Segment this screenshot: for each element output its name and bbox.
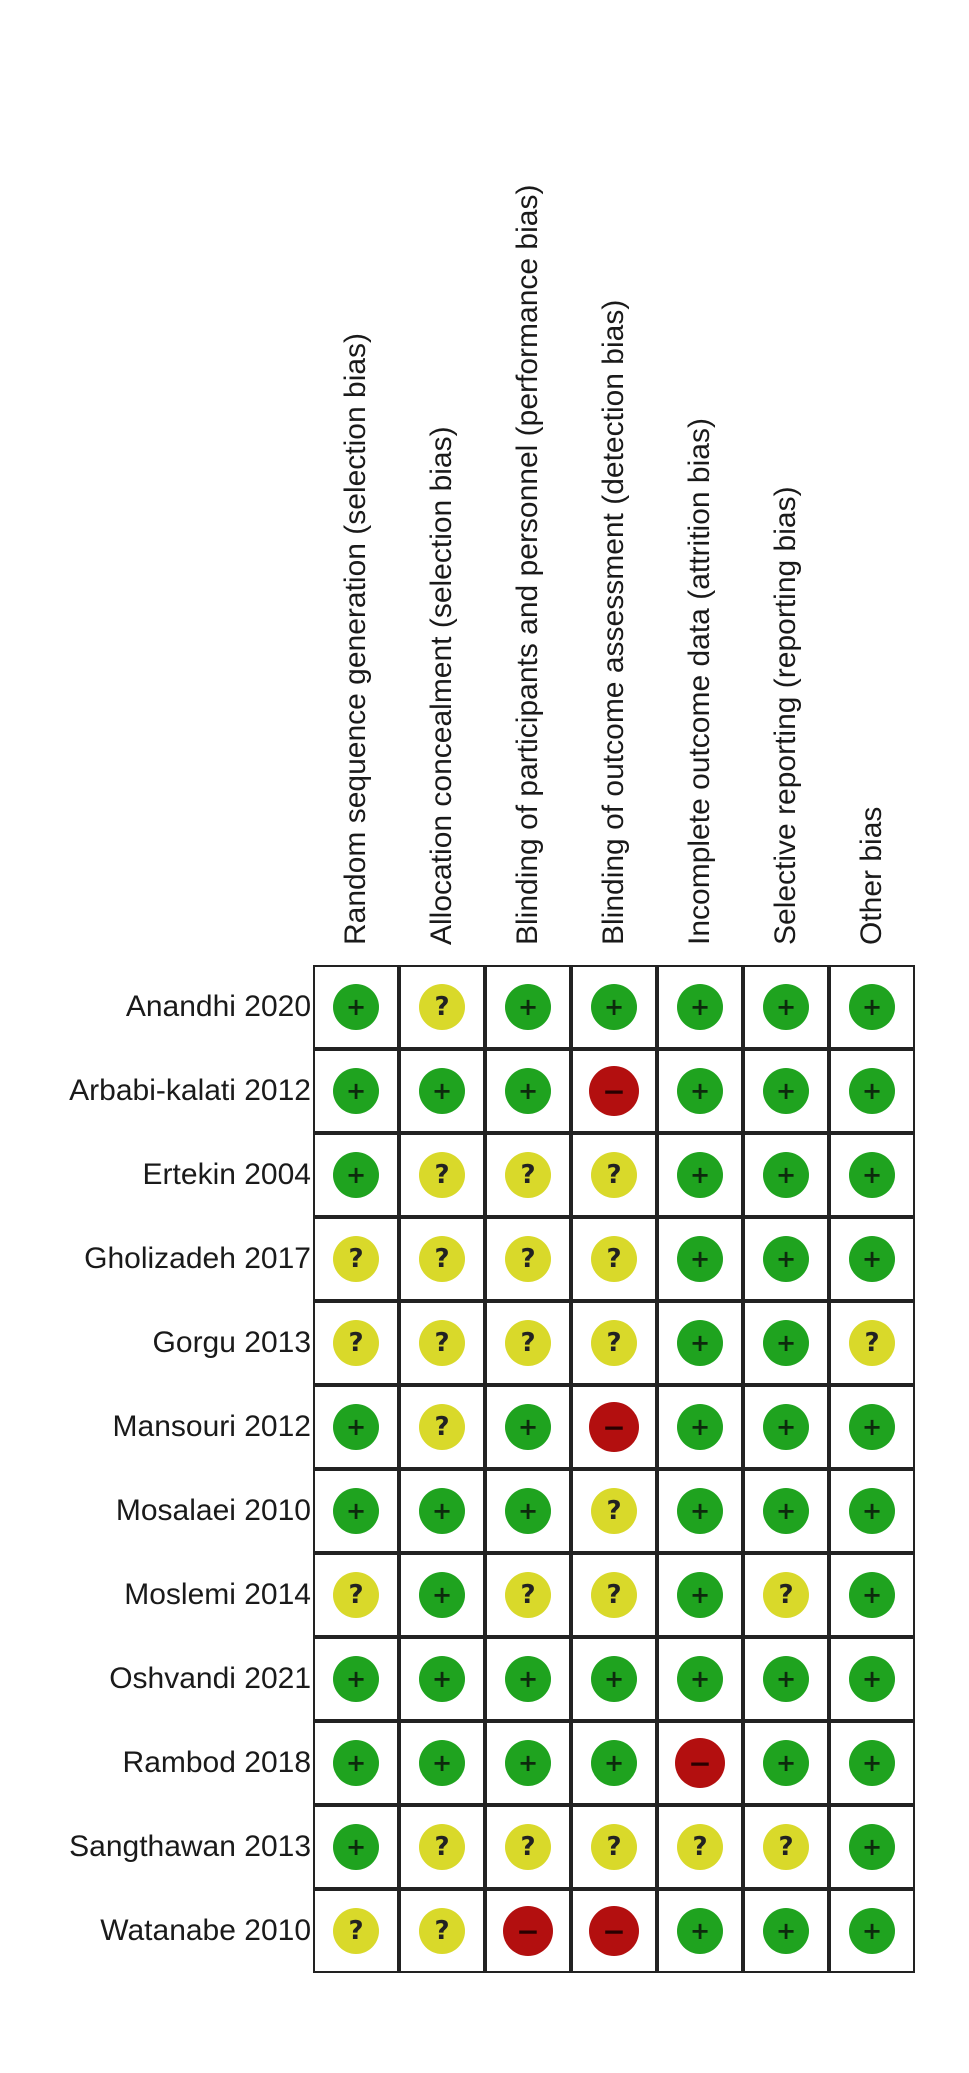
study-label: Mansouri 2012 <box>112 1410 311 1443</box>
rating-cell <box>485 1301 571 1385</box>
low-risk-icon: + <box>849 1068 895 1114</box>
rating-cell <box>485 1805 571 1889</box>
unclear-risk-icon: ? <box>333 1320 379 1366</box>
low-risk-icon: + <box>419 1572 465 1618</box>
study-label: Arbabi-kalati 2012 <box>69 1074 311 1107</box>
rating-cell <box>657 1721 743 1805</box>
study-label: Mosalaei 2010 <box>115 1494 311 1527</box>
rating-cell <box>829 1469 915 1553</box>
rating-cell <box>313 1049 399 1133</box>
low-risk-icon: + <box>505 1488 551 1534</box>
rating-cell <box>743 1217 829 1301</box>
rating-cell <box>313 1889 399 1973</box>
rating-cell <box>485 1469 571 1553</box>
low-risk-icon: + <box>763 1320 809 1366</box>
rating-cell <box>571 1385 657 1469</box>
rating-cell <box>571 1805 657 1889</box>
unclear-risk-icon: ? <box>419 1404 465 1450</box>
rating-cell <box>399 1637 485 1721</box>
rating-cell <box>313 1385 399 1469</box>
unclear-risk-icon: ? <box>591 1572 637 1618</box>
unclear-risk-icon: ? <box>763 1572 809 1618</box>
rating-cell <box>571 1469 657 1553</box>
low-risk-icon: + <box>591 984 637 1030</box>
rating-cell <box>485 1553 571 1637</box>
study-label: Sangthawan 2013 <box>69 1830 311 1863</box>
study-label: Watanabe 2010 <box>100 1914 311 1947</box>
unclear-risk-icon: ? <box>505 1572 551 1618</box>
low-risk-icon: + <box>505 1068 551 1114</box>
low-risk-icon: + <box>763 1740 809 1786</box>
unclear-risk-icon: ? <box>849 1320 895 1366</box>
low-risk-icon: + <box>505 1404 551 1450</box>
rating-cell <box>571 1553 657 1637</box>
rating-cell <box>743 1469 829 1553</box>
column-header-label: Incomplete outcome data (attrition bias) <box>683 418 716 945</box>
rating-cell <box>657 1469 743 1553</box>
low-risk-icon: + <box>849 1236 895 1282</box>
study-label: Oshvandi 2021 <box>109 1662 311 1695</box>
study-label: Gholizadeh 2017 <box>84 1242 311 1275</box>
rating-cell <box>571 1217 657 1301</box>
rating-cell <box>743 1721 829 1805</box>
rating-cell <box>743 1385 829 1469</box>
rating-cell <box>571 1133 657 1217</box>
low-risk-icon: + <box>849 1740 895 1786</box>
low-risk-icon: + <box>849 1404 895 1450</box>
low-risk-icon: + <box>677 1404 723 1450</box>
rating-cell <box>657 1217 743 1301</box>
rating-cell <box>313 1133 399 1217</box>
rating-cell <box>829 1553 915 1637</box>
low-risk-icon: + <box>763 1404 809 1450</box>
column-header <box>485 65 571 945</box>
rating-cell <box>313 1805 399 1889</box>
rating-cell <box>399 1889 485 1973</box>
rating-cell <box>399 1721 485 1805</box>
rating-cell <box>829 1133 915 1217</box>
rating-cell <box>399 1133 485 1217</box>
low-risk-icon: + <box>677 984 723 1030</box>
low-risk-icon: + <box>763 984 809 1030</box>
rating-cell <box>743 965 829 1049</box>
low-risk-icon: + <box>505 1656 551 1702</box>
low-risk-icon: + <box>849 1152 895 1198</box>
high-risk-icon: − <box>589 1066 639 1116</box>
unclear-risk-icon: ? <box>505 1320 551 1366</box>
rating-cell <box>485 1385 571 1469</box>
rating-cell <box>313 1469 399 1553</box>
low-risk-icon: + <box>677 1068 723 1114</box>
rating-cell <box>829 1721 915 1805</box>
low-risk-icon: + <box>333 1068 379 1114</box>
rating-cell <box>571 1889 657 1973</box>
rating-cell <box>743 1049 829 1133</box>
rating-cell <box>313 1721 399 1805</box>
rating-cell <box>657 1049 743 1133</box>
unclear-risk-icon: ? <box>591 1236 637 1282</box>
low-risk-icon: + <box>419 1068 465 1114</box>
rating-cell <box>313 1301 399 1385</box>
column-header <box>743 65 829 945</box>
unclear-risk-icon: ? <box>419 984 465 1030</box>
unclear-risk-icon: ? <box>419 1320 465 1366</box>
unclear-risk-icon: ? <box>591 1152 637 1198</box>
low-risk-icon: + <box>763 1908 809 1954</box>
rating-cell <box>657 1553 743 1637</box>
rating-cell <box>313 1553 399 1637</box>
unclear-risk-icon: ? <box>505 1824 551 1870</box>
rating-cell <box>571 1721 657 1805</box>
column-header <box>313 65 399 945</box>
low-risk-icon: + <box>849 1572 895 1618</box>
rating-cell <box>829 1385 915 1469</box>
low-risk-icon: + <box>849 1656 895 1702</box>
unclear-risk-icon: ? <box>591 1488 637 1534</box>
column-header-label: Other bias <box>855 806 888 945</box>
study-label: Ertekin 2004 <box>142 1158 311 1191</box>
rating-cell <box>399 965 485 1049</box>
low-risk-icon: + <box>849 1908 895 1954</box>
unclear-risk-icon: ? <box>333 1236 379 1282</box>
low-risk-icon: + <box>677 1488 723 1534</box>
unclear-risk-icon: ? <box>591 1320 637 1366</box>
low-risk-icon: + <box>849 1824 895 1870</box>
rating-cell <box>399 1217 485 1301</box>
unclear-risk-icon: ? <box>763 1824 809 1870</box>
low-risk-icon: + <box>763 1068 809 1114</box>
rating-cell <box>829 1049 915 1133</box>
column-header-label: Selective reporting (reporting bias) <box>769 486 802 945</box>
rating-cell <box>657 1385 743 1469</box>
low-risk-icon: + <box>677 1236 723 1282</box>
column-header <box>399 65 485 945</box>
rating-cell <box>657 1301 743 1385</box>
rating-cell <box>399 1385 485 1469</box>
rating-cell <box>743 1805 829 1889</box>
rating-cell <box>485 1637 571 1721</box>
rating-cell <box>399 1301 485 1385</box>
unclear-risk-icon: ? <box>419 1152 465 1198</box>
rating-cell <box>829 965 915 1049</box>
low-risk-icon: + <box>333 1404 379 1450</box>
rating-cell <box>657 1805 743 1889</box>
column-header <box>829 65 915 945</box>
low-risk-icon: + <box>677 1572 723 1618</box>
low-risk-icon: + <box>763 1488 809 1534</box>
unclear-risk-icon: ? <box>333 1908 379 1954</box>
low-risk-icon: + <box>419 1488 465 1534</box>
column-header <box>657 65 743 945</box>
study-label: Gorgu 2013 <box>152 1326 311 1359</box>
rating-cell <box>657 1637 743 1721</box>
rating-cell <box>485 1889 571 1973</box>
low-risk-icon: + <box>591 1656 637 1702</box>
low-risk-icon: + <box>677 1320 723 1366</box>
rating-cell <box>743 1133 829 1217</box>
low-risk-icon: + <box>591 1740 637 1786</box>
low-risk-icon: + <box>763 1656 809 1702</box>
rating-cell <box>399 1049 485 1133</box>
column-header <box>571 65 657 945</box>
rating-cell <box>399 1805 485 1889</box>
low-risk-icon: + <box>333 1488 379 1534</box>
rating-cell <box>485 1217 571 1301</box>
rating-cell <box>485 965 571 1049</box>
rating-cell <box>657 1889 743 1973</box>
low-risk-icon: + <box>333 1824 379 1870</box>
rating-cell <box>829 1217 915 1301</box>
rating-cell <box>657 1133 743 1217</box>
rating-cell <box>571 965 657 1049</box>
low-risk-icon: + <box>419 1740 465 1786</box>
low-risk-icon: + <box>333 1740 379 1786</box>
unclear-risk-icon: ? <box>419 1236 465 1282</box>
unclear-risk-icon: ? <box>591 1824 637 1870</box>
low-risk-icon: + <box>849 984 895 1030</box>
low-risk-icon: + <box>333 984 379 1030</box>
low-risk-icon: + <box>763 1152 809 1198</box>
low-risk-icon: + <box>677 1152 723 1198</box>
unclear-risk-icon: ? <box>677 1824 723 1870</box>
column-header-label: Random sequence generation (selection bias) <box>339 332 372 945</box>
column-header-label: Blinding of outcome assessment (detection bias) <box>597 299 630 945</box>
study-label: Anandhi 2020 <box>125 990 311 1023</box>
rating-cell <box>829 1637 915 1721</box>
rating-cell <box>399 1469 485 1553</box>
rating-cell <box>571 1637 657 1721</box>
study-label: Moslemi 2014 <box>124 1578 311 1611</box>
high-risk-icon: − <box>675 1738 725 1788</box>
rating-cell <box>829 1805 915 1889</box>
rating-cell <box>313 1637 399 1721</box>
rating-cell <box>485 1133 571 1217</box>
low-risk-icon: + <box>333 1152 379 1198</box>
column-header-label: Blinding of participants and personnel (performance bias) <box>511 184 544 945</box>
unclear-risk-icon: ? <box>419 1908 465 1954</box>
low-risk-icon: + <box>677 1656 723 1702</box>
high-risk-icon: − <box>589 1906 639 1956</box>
rating-cell <box>743 1637 829 1721</box>
unclear-risk-icon: ? <box>505 1236 551 1282</box>
low-risk-icon: + <box>505 984 551 1030</box>
low-risk-icon: + <box>505 1740 551 1786</box>
rating-cell <box>657 965 743 1049</box>
rating-cell <box>485 1721 571 1805</box>
low-risk-icon: + <box>419 1656 465 1702</box>
low-risk-icon: + <box>333 1656 379 1702</box>
rating-cell <box>829 1301 915 1385</box>
rating-cell <box>743 1889 829 1973</box>
rating-cell <box>313 965 399 1049</box>
low-risk-icon: + <box>849 1488 895 1534</box>
column-header-label: Allocation concealment (selection bias) <box>425 426 458 945</box>
low-risk-icon: + <box>677 1908 723 1954</box>
rating-cell <box>571 1049 657 1133</box>
high-risk-icon: − <box>589 1402 639 1452</box>
unclear-risk-icon: ? <box>419 1824 465 1870</box>
rating-cell <box>743 1301 829 1385</box>
rating-cell <box>399 1553 485 1637</box>
rating-cell <box>829 1889 915 1973</box>
rating-cell <box>743 1553 829 1637</box>
rating-cell <box>313 1217 399 1301</box>
unclear-risk-icon: ? <box>333 1572 379 1618</box>
low-risk-icon: + <box>763 1236 809 1282</box>
study-label: Rambod 2018 <box>122 1746 311 1779</box>
rating-cell <box>571 1301 657 1385</box>
rating-cell <box>485 1049 571 1133</box>
unclear-risk-icon: ? <box>505 1152 551 1198</box>
high-risk-icon: − <box>503 1906 553 1956</box>
